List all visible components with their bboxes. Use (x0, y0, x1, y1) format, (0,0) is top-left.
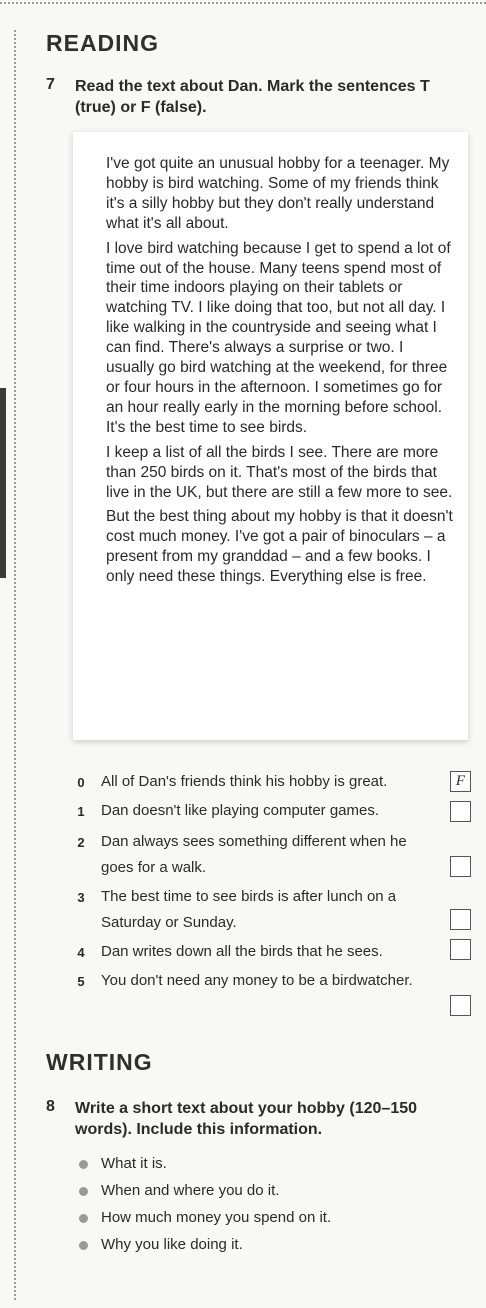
exercise-8-number: 8 (46, 1098, 55, 1115)
item-text: Dan doesn't like playing computer games. (101, 802, 380, 819)
exercise-7-instruction: Read the text about Dan. Mark the sentences T (true) or F (false). (75, 78, 430, 116)
item-text: The best time to see birds is after lunch on a Saturday or Sunday. (101, 888, 397, 931)
bullet-icon (79, 1160, 88, 1169)
answer-box[interactable] (450, 856, 471, 877)
reading-passage (106, 154, 454, 592)
bullet-item: Why you like doing it. (101, 1236, 243, 1253)
answer-box[interactable] (450, 995, 471, 1016)
writing-heading: WRITING (46, 1049, 153, 1075)
item-number: 0 (77, 775, 85, 790)
item-text: Dan writes down all the birds that he sees. (101, 943, 383, 960)
answer-box[interactable]: F (450, 771, 471, 792)
item-text: Dan always sees something different when he goes for a walk. (101, 833, 407, 876)
answer-box[interactable] (450, 939, 471, 960)
answer-box[interactable] (450, 909, 471, 930)
bullet-icon (79, 1241, 88, 1250)
item-number: 2 (77, 835, 85, 850)
passage-paragraph: I love bird watching because I get to spend a lot of time out of the house. Many teens spend most of their time indoors playing on their tablets or watching TV. I like doing that too, but not all day. I like walking in the countryside and seeing what I can find. There's always a surprise or two. I usually go bird watching at the weekend, for three or four hours in the afternoon. I sometimes go for an hour really early in the morning before school. It's the best time to see birds. (106, 239, 451, 436)
item-number: 5 (77, 974, 85, 989)
exercise-8-instruction: Write a short text about your hobby (120–150 words). Include this information. (75, 1100, 418, 1138)
top-dotted-border (0, 2, 486, 4)
item-text: You don't need any money to be a birdwatcher. (101, 972, 413, 989)
exercise-7-number: 7 (46, 76, 55, 93)
left-edge-mark (0, 388, 6, 578)
passage-paragraph: But the best thing about my hobby is that it doesn't cost much money. I've got a pair of binoculars – a present from my granddad – and a few books. I only need these things. Everything else is free. (106, 508, 453, 586)
item-number: 3 (77, 890, 85, 905)
bullet-icon (79, 1214, 88, 1223)
bullet-item: How much money you spend on it. (101, 1209, 332, 1226)
bullet-icon (79, 1187, 88, 1196)
item-number: 4 (77, 945, 85, 960)
reading-heading: READING (46, 30, 160, 56)
bullet-item: When and where you do it. (101, 1182, 280, 1199)
passage-paragraph: I've got quite an unusual hobby for a teenager. My hobby is bird watching. Some of my friends think it's a silly hobby but they don't really understand what it's all about. (106, 155, 450, 232)
answer-box[interactable] (450, 801, 471, 822)
passage-paragraph: I keep a list of all the birds I see. There are more than 250 birds on it. That's most of the birds that live in the UK, but there are still a few more to see. (106, 443, 453, 501)
bullet-item: What it is. (101, 1155, 167, 1172)
left-dotted-border (14, 30, 16, 1300)
item-text: All of Dan's friends think his hobby is great. (101, 773, 388, 790)
item-number: 1 (77, 804, 85, 819)
